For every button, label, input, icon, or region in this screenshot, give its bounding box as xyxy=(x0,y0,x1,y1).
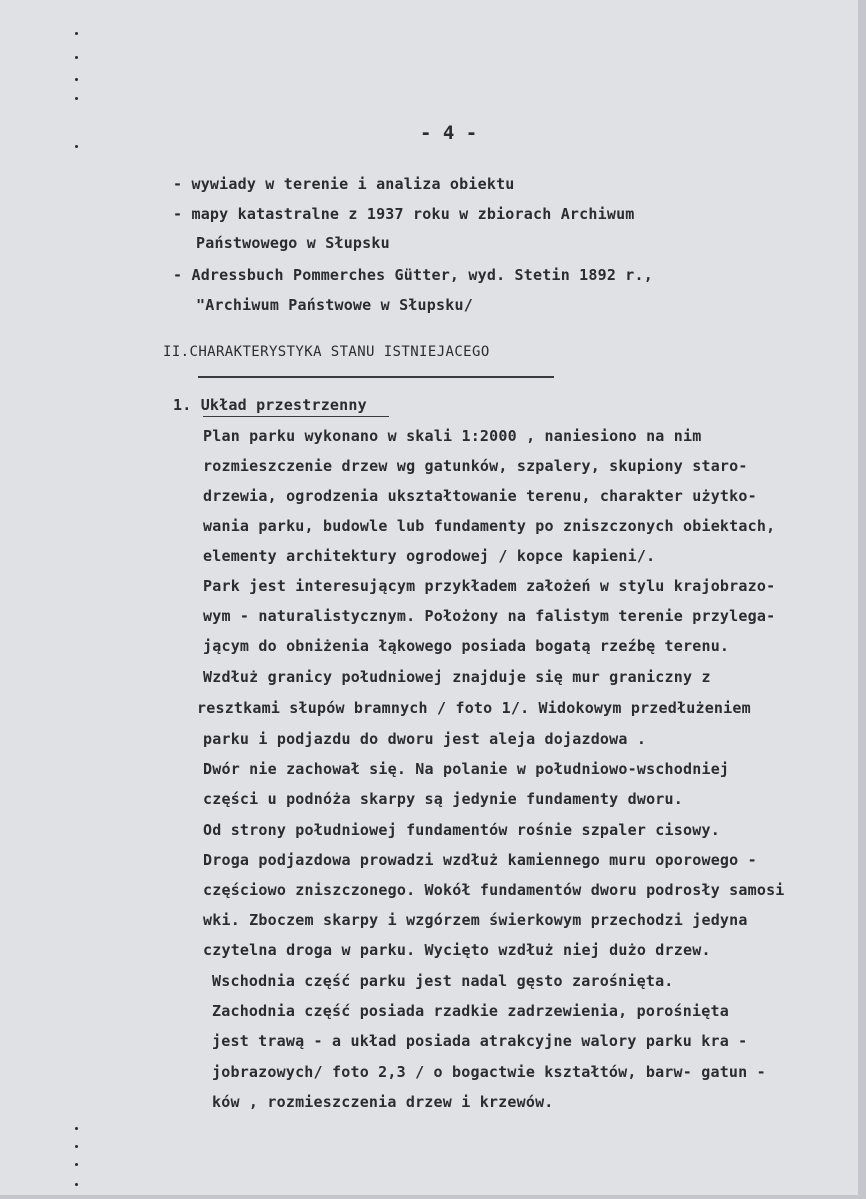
body-line: Dwór nie zachował się. Na polanie w południowo-wschodniej xyxy=(203,760,730,778)
source-line: - Adressbuch Pommerches Gütter, wyd. Stetin 1892 r., xyxy=(173,266,653,284)
margin-dot xyxy=(75,1163,78,1166)
body-line: jącym do obniżenia łąkowego posiada bogatą rzeźbę terenu. xyxy=(203,637,730,655)
body-line: parku i podjazdu do dworu jest aleja dojazdowa . xyxy=(203,730,647,748)
body-line: wania parku, budowle lub fundamenty po zniszczonych obiektach, xyxy=(203,517,776,535)
margin-dot xyxy=(75,56,78,59)
body-line: wki. Zboczem skarpy i wzgórzem świerkowym przechodzi jedyna xyxy=(203,911,748,929)
body-line: Zachodnia część posiada rzadkie zadrzewienia, porośnięta xyxy=(212,1002,729,1020)
body-line: ków , rozmieszczenia drzew i krzewów. xyxy=(212,1093,554,1111)
page-bottom-edge xyxy=(0,1195,866,1199)
margin-dot xyxy=(75,145,78,148)
margin-dot xyxy=(75,1145,78,1148)
body-line: jest trawą - a układ posiada atrakcyjne walory parku kra - xyxy=(212,1032,748,1050)
subsection-heading: 1. Układ przestrzenny xyxy=(173,396,367,414)
page-number: - 4 - xyxy=(420,122,478,144)
body-line: jobrazowych/ foto 2,3 / o bogactwie kształtów, barw- gatun - xyxy=(212,1063,766,1081)
margin-dot xyxy=(75,1183,78,1186)
body-line: Wschodnia część parku jest nadal gęsto zarośnięta. xyxy=(212,972,674,990)
subsection-underline xyxy=(203,416,389,417)
margin-dot xyxy=(75,1127,78,1130)
heading-underline xyxy=(198,376,554,378)
body-line: Od strony południowej fundamentów rośnie szpaler cisowy. xyxy=(203,821,720,839)
body-line: elementy architektury ogrodowej / kopce kapieni/. xyxy=(203,547,656,565)
body-line: czytelna droga w parku. Wycięto wzdłuż niej dużo drzew. xyxy=(203,941,711,959)
body-line: Plan parku wykonano w skali 1:2000 , naniesiono na nim xyxy=(203,427,702,445)
margin-dot xyxy=(75,78,78,81)
body-line: częściowo zniszczonego. Wokół fundamentów dworu podrosły samosi xyxy=(203,881,785,899)
body-line: części u podnóża skarpy są jedynie fundamenty dworu. xyxy=(203,790,683,808)
body-line: resztkami słupów bramnych / foto 1/. Widokowym przedłużeniem xyxy=(197,699,751,717)
body-line: Droga podjazdowa prowadzi wzdłuż kamiennego muru oporowego - xyxy=(203,851,757,869)
body-line: wym - naturalistycznym. Położony na falistym terenie przylega- xyxy=(203,607,776,625)
body-line: rozmieszczenie drzew wg gatunków, szpalery, skupiony staro- xyxy=(203,457,748,475)
source-line: Państwowego w Słupsku xyxy=(196,234,390,252)
source-line: - wywiady w terenie i analiza obiektu xyxy=(173,175,515,193)
section-heading: II.CHARAKTERYSTYKA STANU ISTNIEJACEGO xyxy=(163,344,490,360)
source-line: "Archiwum Państwowe w Słupsku/ xyxy=(196,296,473,314)
page-edge xyxy=(858,0,866,1199)
body-line: drzewia, ogrodzenia ukształtowanie terenu, charakter użytko- xyxy=(203,487,757,505)
margin-dot xyxy=(75,32,78,35)
source-line: - mapy katastralne z 1937 roku w zbiorach Archiwum xyxy=(173,205,635,223)
body-line: Park jest interesującym przykładem założeń w stylu krajobrazo- xyxy=(203,577,776,595)
body-line: Wzdłuż granicy południowej znajduje się mur graniczny z xyxy=(203,668,711,686)
margin-dot xyxy=(75,97,78,100)
